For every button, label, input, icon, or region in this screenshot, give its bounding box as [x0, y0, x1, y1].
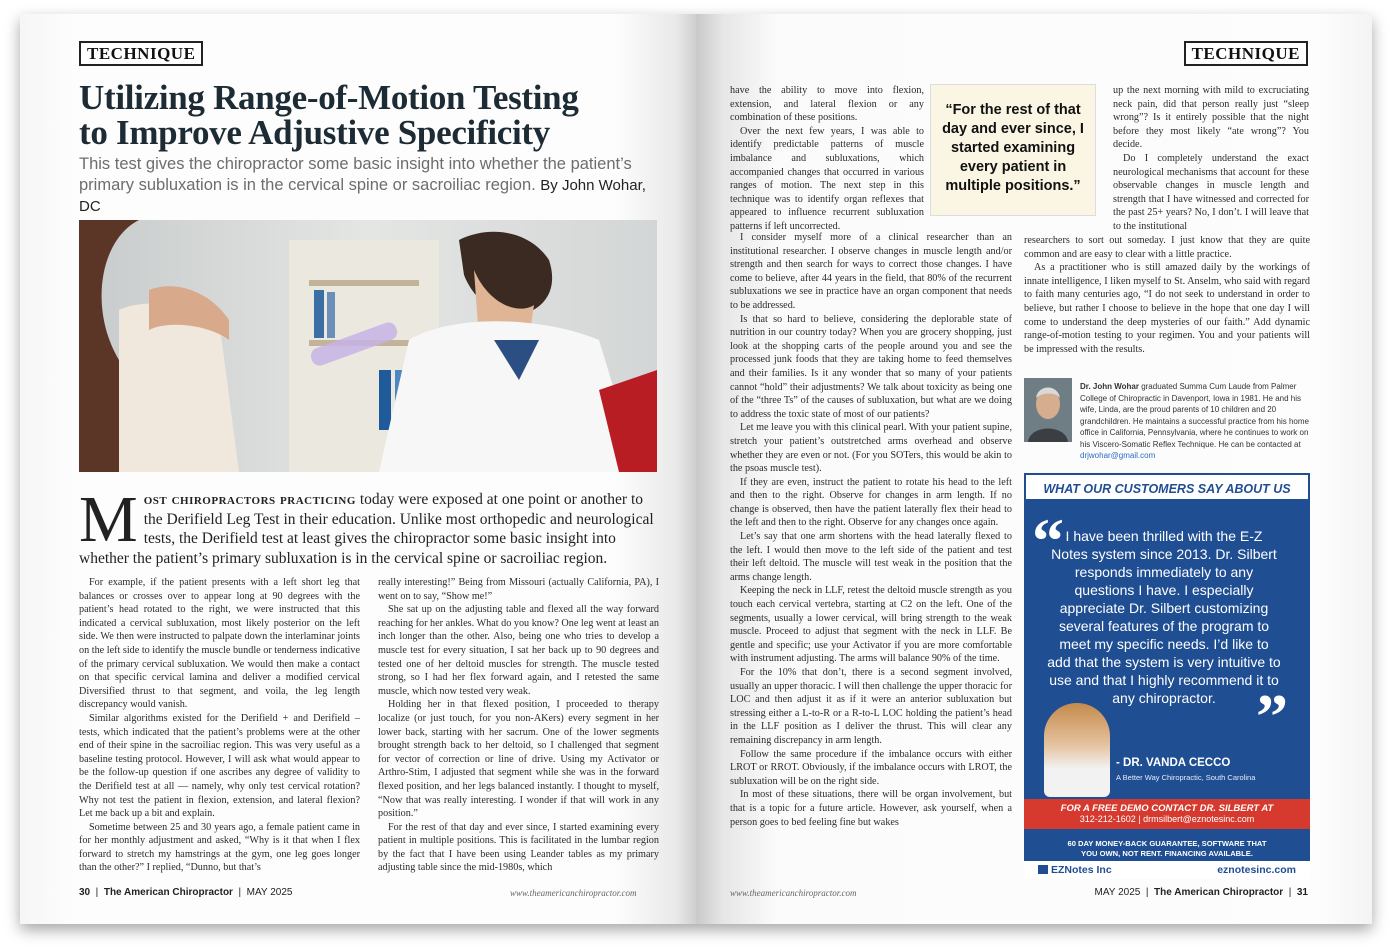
- testimonial-quote: I have been thrilled with the E-Z Notes system since 2013. Dr. Silbert responds immediately to any questions I have. I especially appreciate Dr. Silbert customizing several features of the program to meet my specific needs. I’d like to add that the system is very intuitive to use and that I highly recommend it to any chiropractor.: [1047, 528, 1281, 706]
- right-column-2: [1024, 234, 1310, 356]
- guarantee-line-1: 60 DAY MONEY-BACK GUARANTEE, SOFTWARE THAT: [1067, 839, 1267, 848]
- ad-footer: [1024, 861, 1310, 879]
- testimonial-name: - DR. VANDA CECCO: [1116, 757, 1231, 769]
- magazine-name: The American Chiropractor: [103, 887, 233, 898]
- paragraph: For example, if the patient presents with a left short leg that balances or crosses over to appear long at 90 degrees with the patient’s head rotated to the right, we were instructed that this indicated a cervical subluxation, most likely posterior on the left side. We then were instructed to palpate down the interlaminar joints on the left side to identify the muscle bundle or tenderness indicative of the primary cervical subluxation. We would then make a contact on that specific cervical lamina and deliver a modified cervical Diversified thrust to that segment, and voila, the leg length discrepancy would vanish.: [79, 577, 360, 711]
- paragraph: If they are even, instruct the patient to rotate his head to the left and then to the right. Observe for changes in arm length. If no change is observed, then have the patient laterally flex their head to the left and then to the right. Observe for any changes once again.: [730, 476, 1012, 529]
- paragraph: Keeping the neck in LLF, retest the deltoid muscle strength as you touch each cervical vertebra, starting at C2 on the left. One of the segments, usually a lower cervical, will bring strength to the weak muscle. Proceed to adjust that segment with the neck in LLF. Be gentle and specific; use your Activator if you are more comfortable with instrument adjusting. The arms will balance 90% of the time.: [730, 585, 1012, 665]
- lede-text: today were exposed at one point or another to the Derifield Leg Test in their education. Unlike most orthopedic and neurological tests, the Derifield test at least gives the chiropractor some basic insight into whether the patient’s primary subluxation is in the cervical spine or sacroiliac region.: [79, 491, 654, 567]
- paragraph: up the next morning with mild to excruciating neck pain, did that person really just “sleep wrong”? Is it entirely possible that the night before they most likely “ate wrong”? You decide.: [1113, 85, 1309, 151]
- brand-logo: [1038, 864, 1112, 876]
- paragraph: Let’s say that one arm shortens with the head laterally flexed to the left. I would then move to the left side of the patient and test their left deltoid. The muscle will test weak in the position that the arms change length.: [730, 531, 1012, 583]
- author-bio: [1080, 381, 1310, 462]
- deck-text: This test gives the chiropractor some basic insight into whether the patient’s primary subluxation is in the cervical spine or sacroiliac region.: [79, 155, 632, 194]
- headline-line-1: Utilizing Range-of-Motion Testing: [79, 78, 579, 117]
- ad-cta-banner: [1024, 799, 1310, 829]
- right-column-1-top: [730, 84, 924, 234]
- brand-icon: [1038, 865, 1048, 874]
- headline-line-2: to Improve Adjustive Specificity: [79, 113, 550, 152]
- article-photo: [79, 220, 657, 472]
- bio-text: graduated Summa Cum Laude from Palmer College of Chiropractic in Davenport, Iowa in 1981. He and his wife, Linda, are the proud parents of 10 children and 20 grandchildren. He maintains a successful practice from his home office in California, Pennsylvania, where he continues to work on his Viscero-Somatic Reflex Technique. He can be contacted at: [1080, 382, 1309, 449]
- footer-url: www.theamericanchiropractor.com: [510, 888, 637, 898]
- author-photo: [1024, 378, 1072, 442]
- lede-smallcaps: ost chiropractors practicing: [143, 491, 356, 508]
- paragraph: researchers to sort out someday. I just know that they are quite common and are easy to clear with a little practice.: [1024, 235, 1310, 260]
- paragraph: Is that so hard to believe, considering the deplorable state of nutrition in our country today? When you are grocery shopping, just look at the shopping carts of the people around you and see the processed junk foods that they are taking home to feed themselves and their families. Is it any wonder that so many of your patients cannot “hold” their adjustments? We talk about toxicity as being one of the “three Ts” of the causes of subluxation, but what are we doing to address the toxic state of most of our patients?: [730, 313, 1012, 420]
- testimonial-practice: A Better Way Chiropractic, South Carolina: [1116, 773, 1256, 782]
- magazine-name: The American Chiropractor: [1154, 887, 1284, 898]
- paragraph: have the ability to move into flexion, extension, and lateral flexion or any combination of these positions.: [730, 85, 924, 124]
- paragraph: Follow the same procedure if the imbalance occurs with either LROT or RROT. Obviously, if the imbalance occurs with LROT, the subluxation will be on the right side.: [730, 748, 1012, 787]
- ad-website-link[interactable]: eznotesinc.com: [1217, 864, 1296, 876]
- pull-quote: “For the rest of that day and ever since, I started examining every patient in multiple positions.”: [930, 84, 1096, 216]
- paragraph: Similar algorithms existed for the Derifield + and Derifield – tests, which indicated that the patient’s problems were at the other end of their spine in the sacroiliac region. This was very useful as a baseline testing protocol. However, I will ask what would appear to be the follow-up question if one ascribes any degree of validity to the Derifield test at all — namely, why only test cervical rotation? Why not test the patient in flexion, extension, and lateral flexion? Let me back up a bit and explain.: [79, 712, 360, 820]
- testimonial-avatar: [1044, 703, 1110, 797]
- article-headline: [79, 80, 669, 150]
- issue-date: MAY 2025: [246, 887, 293, 898]
- chiropractor-exam-illustration: [79, 220, 657, 472]
- advertisement: [1024, 473, 1310, 879]
- drop-cap: M: [79, 483, 138, 556]
- issue-date: MAY 2025: [1094, 887, 1141, 898]
- paragraph: As a practitioner who is still amazed daily by the workings of innate intelligence, I liken myself to St. Anselm, who said with regard to faith many centuries ago, “I do not seek to understand in order to believe, but rather I choose to believe in the hope that one day I will come to understand the deep mysteries of our faith.” Add dynamic range-of-motion testing to your regimen. You and your patients will be impressed with the results.: [1024, 262, 1310, 355]
- paragraph: In most of these situations, there will be organ involvement, but that is a topic for a future article. However, ask yourself, when a person goes to bed feeling fine but wakes: [730, 789, 1012, 828]
- page-footer: 30 | The American Chiropractor | MAY 2025: [79, 887, 293, 898]
- right-column-1: [730, 231, 1012, 883]
- ad-guarantee: [1032, 839, 1302, 859]
- page-number: 31: [1296, 887, 1308, 898]
- body-columns: [79, 576, 659, 875]
- paragraph: Over the next few years, I was able to identify predictable patterns of muscle imbalance and subluxations, which accompanied changes that occurred in various ranges of motion. The next step in this technique was to identify organ reflexes that appeared to influence recurrent subluxation patterns if left uncorrected.: [730, 125, 924, 232]
- article-deck: [79, 154, 669, 217]
- paragraph: really interesting!” Being from Missouri (actually California, PA), I went on to say, “Show me!”: [378, 577, 659, 602]
- paragraph: Let me leave you with this clinical pearl. With your patient supine, stretch your patient’s outstretched arms overhead and observe whether they are even or not. (For you SOTers, this would be akin to the psoas muscle test).: [730, 422, 1012, 475]
- author-portrait: [1024, 378, 1072, 442]
- right-page: [696, 14, 1372, 924]
- ad-header: WHAT OUR CUSTOMERS SAY ABOUT US: [1024, 473, 1310, 501]
- body-column-1: [79, 576, 360, 875]
- byline: By John Wohar, DC: [79, 177, 646, 215]
- bio-email-link[interactable]: drjwohar@gmail.com: [1080, 451, 1156, 460]
- paragraph: Do I completely understand the exact neurological mechanisms that account for these observable changes in muscle length and strength that I have witnessed and corrected for the past 25+ years? No, I don’t. I will leave that to the institutional: [1113, 152, 1309, 232]
- magazine-spread: [20, 14, 1372, 924]
- close-quote-icon: ”: [1256, 681, 1288, 752]
- bio-name: Dr. John Wohar: [1080, 382, 1139, 391]
- paragraph: I consider myself more of a clinical researcher than an institutional researcher. I observe changes in muscle length and/or strength and then search for ways to correct those changes. I have come to believe, after 44 years in the field, that 80% of the recurrent subluxations we see in practice have an organ component that needs to be addressed.: [730, 232, 1012, 311]
- page-footer: MAY 2025 | The American Chiropractor | 31: [1094, 887, 1308, 898]
- paragraph: Holding her in that flexed position, I proceeded to therapy localize (or just touch, for you non-AKers) every segment in her lower back, starting with her sacrum. One of the lower segments brought strength back to her deltoid, so I challenged that segment for vector of correction or line of drive. Using my Activator or Arthro-Stim, I adjusted that segment while she was in the forward flexed position, and her legs balanced instantly. I thought to myself, “Now that was really interesting. I wonder if that will work in any position.”: [378, 699, 659, 820]
- right-column-2-top: [1113, 84, 1309, 234]
- cta-line-2[interactable]: 312-212-1602 | drmsilbert@eznotesinc.com: [1079, 814, 1255, 824]
- paragraph: She sat up on the adjusting table and flexed all the way forward reaching for her ankles. What do you know? One leg went at least an inch longer than the other. Also, being one who tries to develop a muscle test for every situation, I sat her back up to 90 degrees and tested one of her deltoid muscles for strength. The muscle tested strong, so I had her flex forward again, and I retested the same muscle, which now tested very weak.: [378, 604, 660, 697]
- brand-name: EZNotes Inc: [1051, 864, 1112, 876]
- open-quote-icon: “: [1032, 505, 1064, 576]
- paragraph: Sometime between 25 and 30 years ago, a female patient came in for her monthly adjustment and asked, “Why is it that when I flex forward to stretch my hamstrings at the gym, one leg goes longer than the other?” I replied, “Dunno, but that’s: [79, 821, 360, 874]
- guarantee-line-2: YOU OWN, NOT RENT. FINANCING AVAILABLE.: [1081, 849, 1253, 858]
- body-column-2: [378, 576, 659, 875]
- article-lede: [79, 483, 659, 568]
- footer-url: www.theamericanchiropractor.com: [730, 888, 857, 898]
- paragraph: For the 10% that don’t, there is a second segment involved, usually an upper thoracic. I will then challenge the upper thoracic for LOC and then adjust it as if it were an anterior subluxation but stressing either a L-to-R or a R-to-L LOC holding the patient’s head in the LLF position as I deliver the thrust. This will clear any remaining discrepancy in arm length.: [730, 667, 1012, 746]
- cta-line-1: FOR A FREE DEMO CONTACT DR. SILBERT AT: [1060, 803, 1274, 814]
- section-tag: TECHNIQUE: [1184, 41, 1308, 66]
- section-tag: TECHNIQUE: [79, 41, 203, 66]
- left-page: [20, 14, 696, 924]
- page-number: 30: [79, 887, 91, 898]
- paragraph: For the rest of that day and ever since, I started examining every patient in multiple positions. This is facilitated in the lumbar region by the fact that I have been using Leander tables as my primary adjusting table since the mid-1980s, which: [378, 821, 659, 874]
